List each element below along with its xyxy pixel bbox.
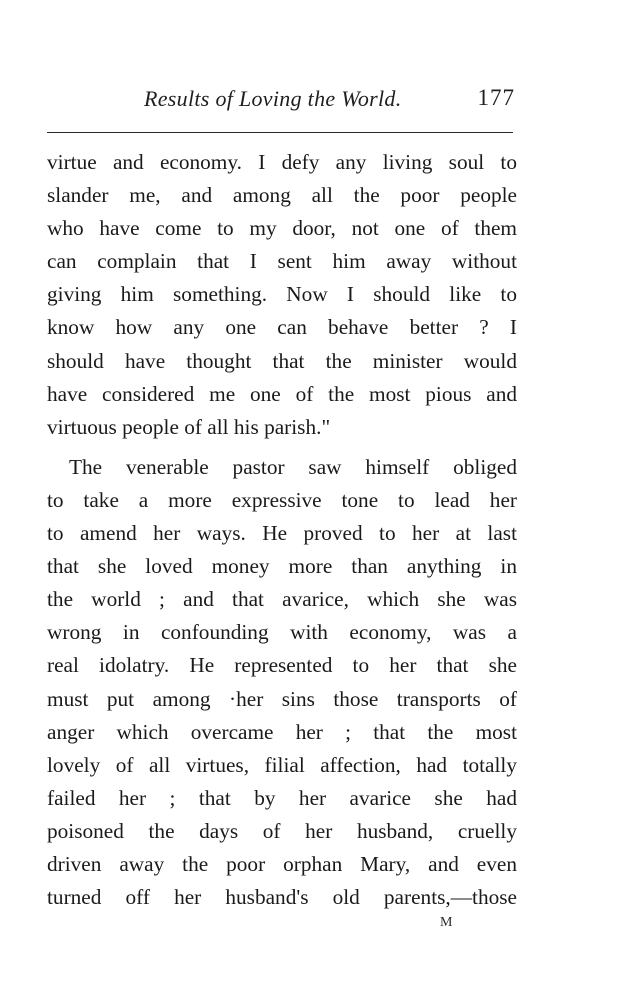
text-line: anger which overcame her ; that the most <box>47 719 517 744</box>
text-line: poisoned the days of her husband, cruelly <box>47 818 517 843</box>
page-number: 177 <box>477 85 515 110</box>
text-line: The venerable pastor saw himself obliged <box>69 454 517 479</box>
text-line: can complain that I sent him away without <box>47 249 517 274</box>
header-rule <box>47 132 513 133</box>
text-line: to amend her ways. He proved to her at last <box>47 521 517 546</box>
text-line: slander me, and among all the poor people <box>47 183 517 208</box>
text-line: must put among ·her sins those transports of <box>47 686 517 711</box>
text-line: wrong in confounding with economy, was a <box>47 620 517 645</box>
paragraph <box>47 146 517 444</box>
text-line: virtue and economy. I defy any living soul to <box>47 150 517 174</box>
text-line: driven away the poor orphan Mary, and even <box>47 851 517 876</box>
paragraph <box>47 451 517 914</box>
text-line: know how any one can behave better ? I <box>47 315 517 340</box>
text-line: real idolatry. He represented to her that she <box>47 653 517 678</box>
text-line: giving him something. Now I should like to <box>47 282 517 307</box>
running-header <box>47 86 517 118</box>
text-line: failed her ; that by her avarice she had <box>47 785 517 810</box>
text-line: have considered me one of the most pious and <box>47 381 517 406</box>
body-text <box>47 146 517 914</box>
running-title: Results of Loving the World. <box>144 86 402 111</box>
text-line: the world ; and that avarice, which she was <box>47 587 517 612</box>
paragraph-gap <box>47 444 517 451</box>
signature-mark: M <box>440 915 454 930</box>
text-line: turned off her husband's old parents,—those <box>47 885 517 910</box>
text-line: virtuous people of all his parish." <box>47 414 331 439</box>
text-line: who have come to my door, not one of them <box>47 216 517 241</box>
text-line: should have thought that the minister would <box>47 348 517 373</box>
text-line: lovely of all virtues, filial affection, had totally <box>47 752 517 777</box>
text-line: that she loved money more than anything in <box>47 554 517 579</box>
text-line: to take a more expressive tone to lead her <box>47 487 517 512</box>
